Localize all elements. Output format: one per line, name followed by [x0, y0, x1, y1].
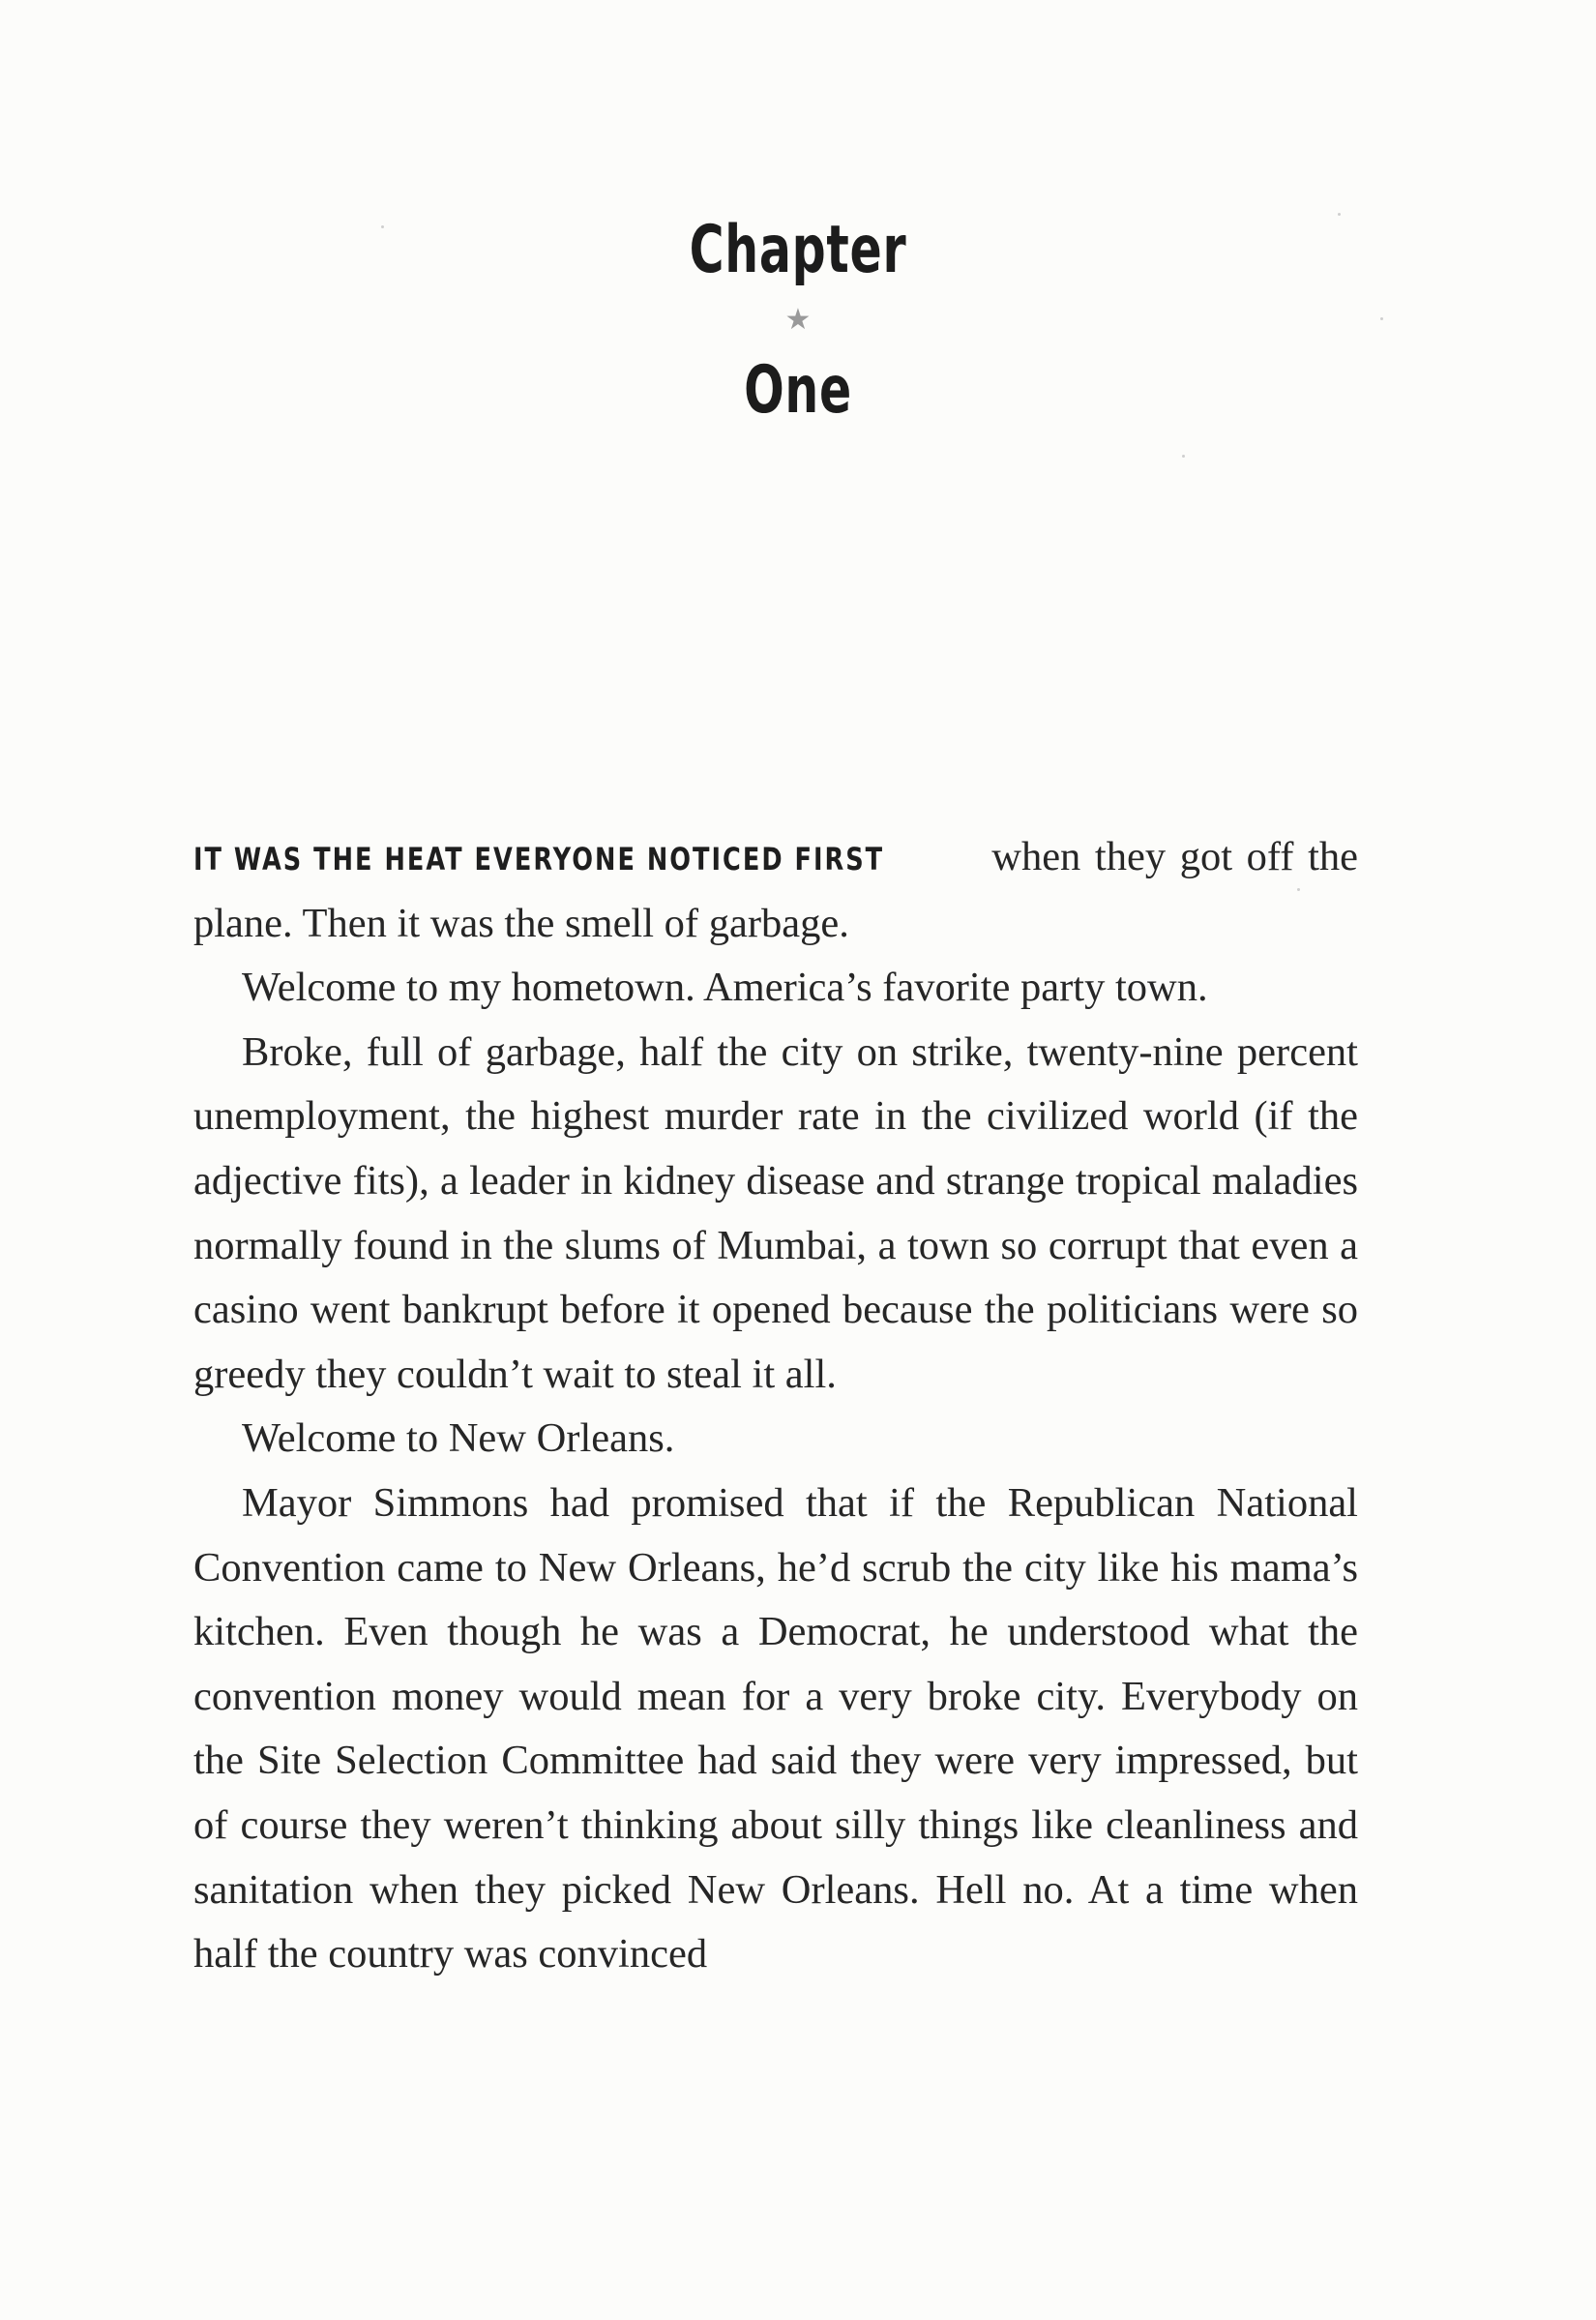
paragraph-3: Broke, full of garbage, half the city on strike, twenty-nine percent unemployment, the highest murder rate in the civilized world (if the adjective fits), a leader in kidney disease and strange tropical maladies normally found in the slums of Mumbai, a town so corrupt that even a casino went bankrupt before it opened because the politicians were so greedy they couldn’t wait to steal it all.: [193, 1028, 1358, 1397]
paragraph-2: Welcome to my hometown. America’s favorite party town.: [242, 965, 1208, 1011]
chapter-body: [193, 825, 1358, 1987]
paragraph-1-text: when they got off the plane. Then it was the smell of garbage.: [193, 834, 1358, 946]
chapter-number: One: [744, 352, 852, 429]
chapter-label: Chapter: [689, 212, 907, 288]
paragraph-1: [193, 825, 1358, 956]
star-ornament-icon: ★: [784, 303, 812, 337]
lead-in-small-caps: IT WAS THE HEAT EVERYONE NOTICED FIRST: [193, 841, 885, 877]
paragraph-5: Mayor Simmons had promised that if the Republican National Convention came to New Orleans, he’d scrub the city like his mama’s kitchen. Even though he was a Democrat, he understood what the convention money would mean for a very broke city. Everybody on the Site Selection Committee had said they were very impressed, but of course they weren’t thinking about silly things like cleanliness and sanitation when they picked New Orleans. Hell no. At a time when half the country was convinced: [193, 1479, 1358, 1978]
paragraph-4: Welcome to New Orleans.: [242, 1415, 675, 1462]
